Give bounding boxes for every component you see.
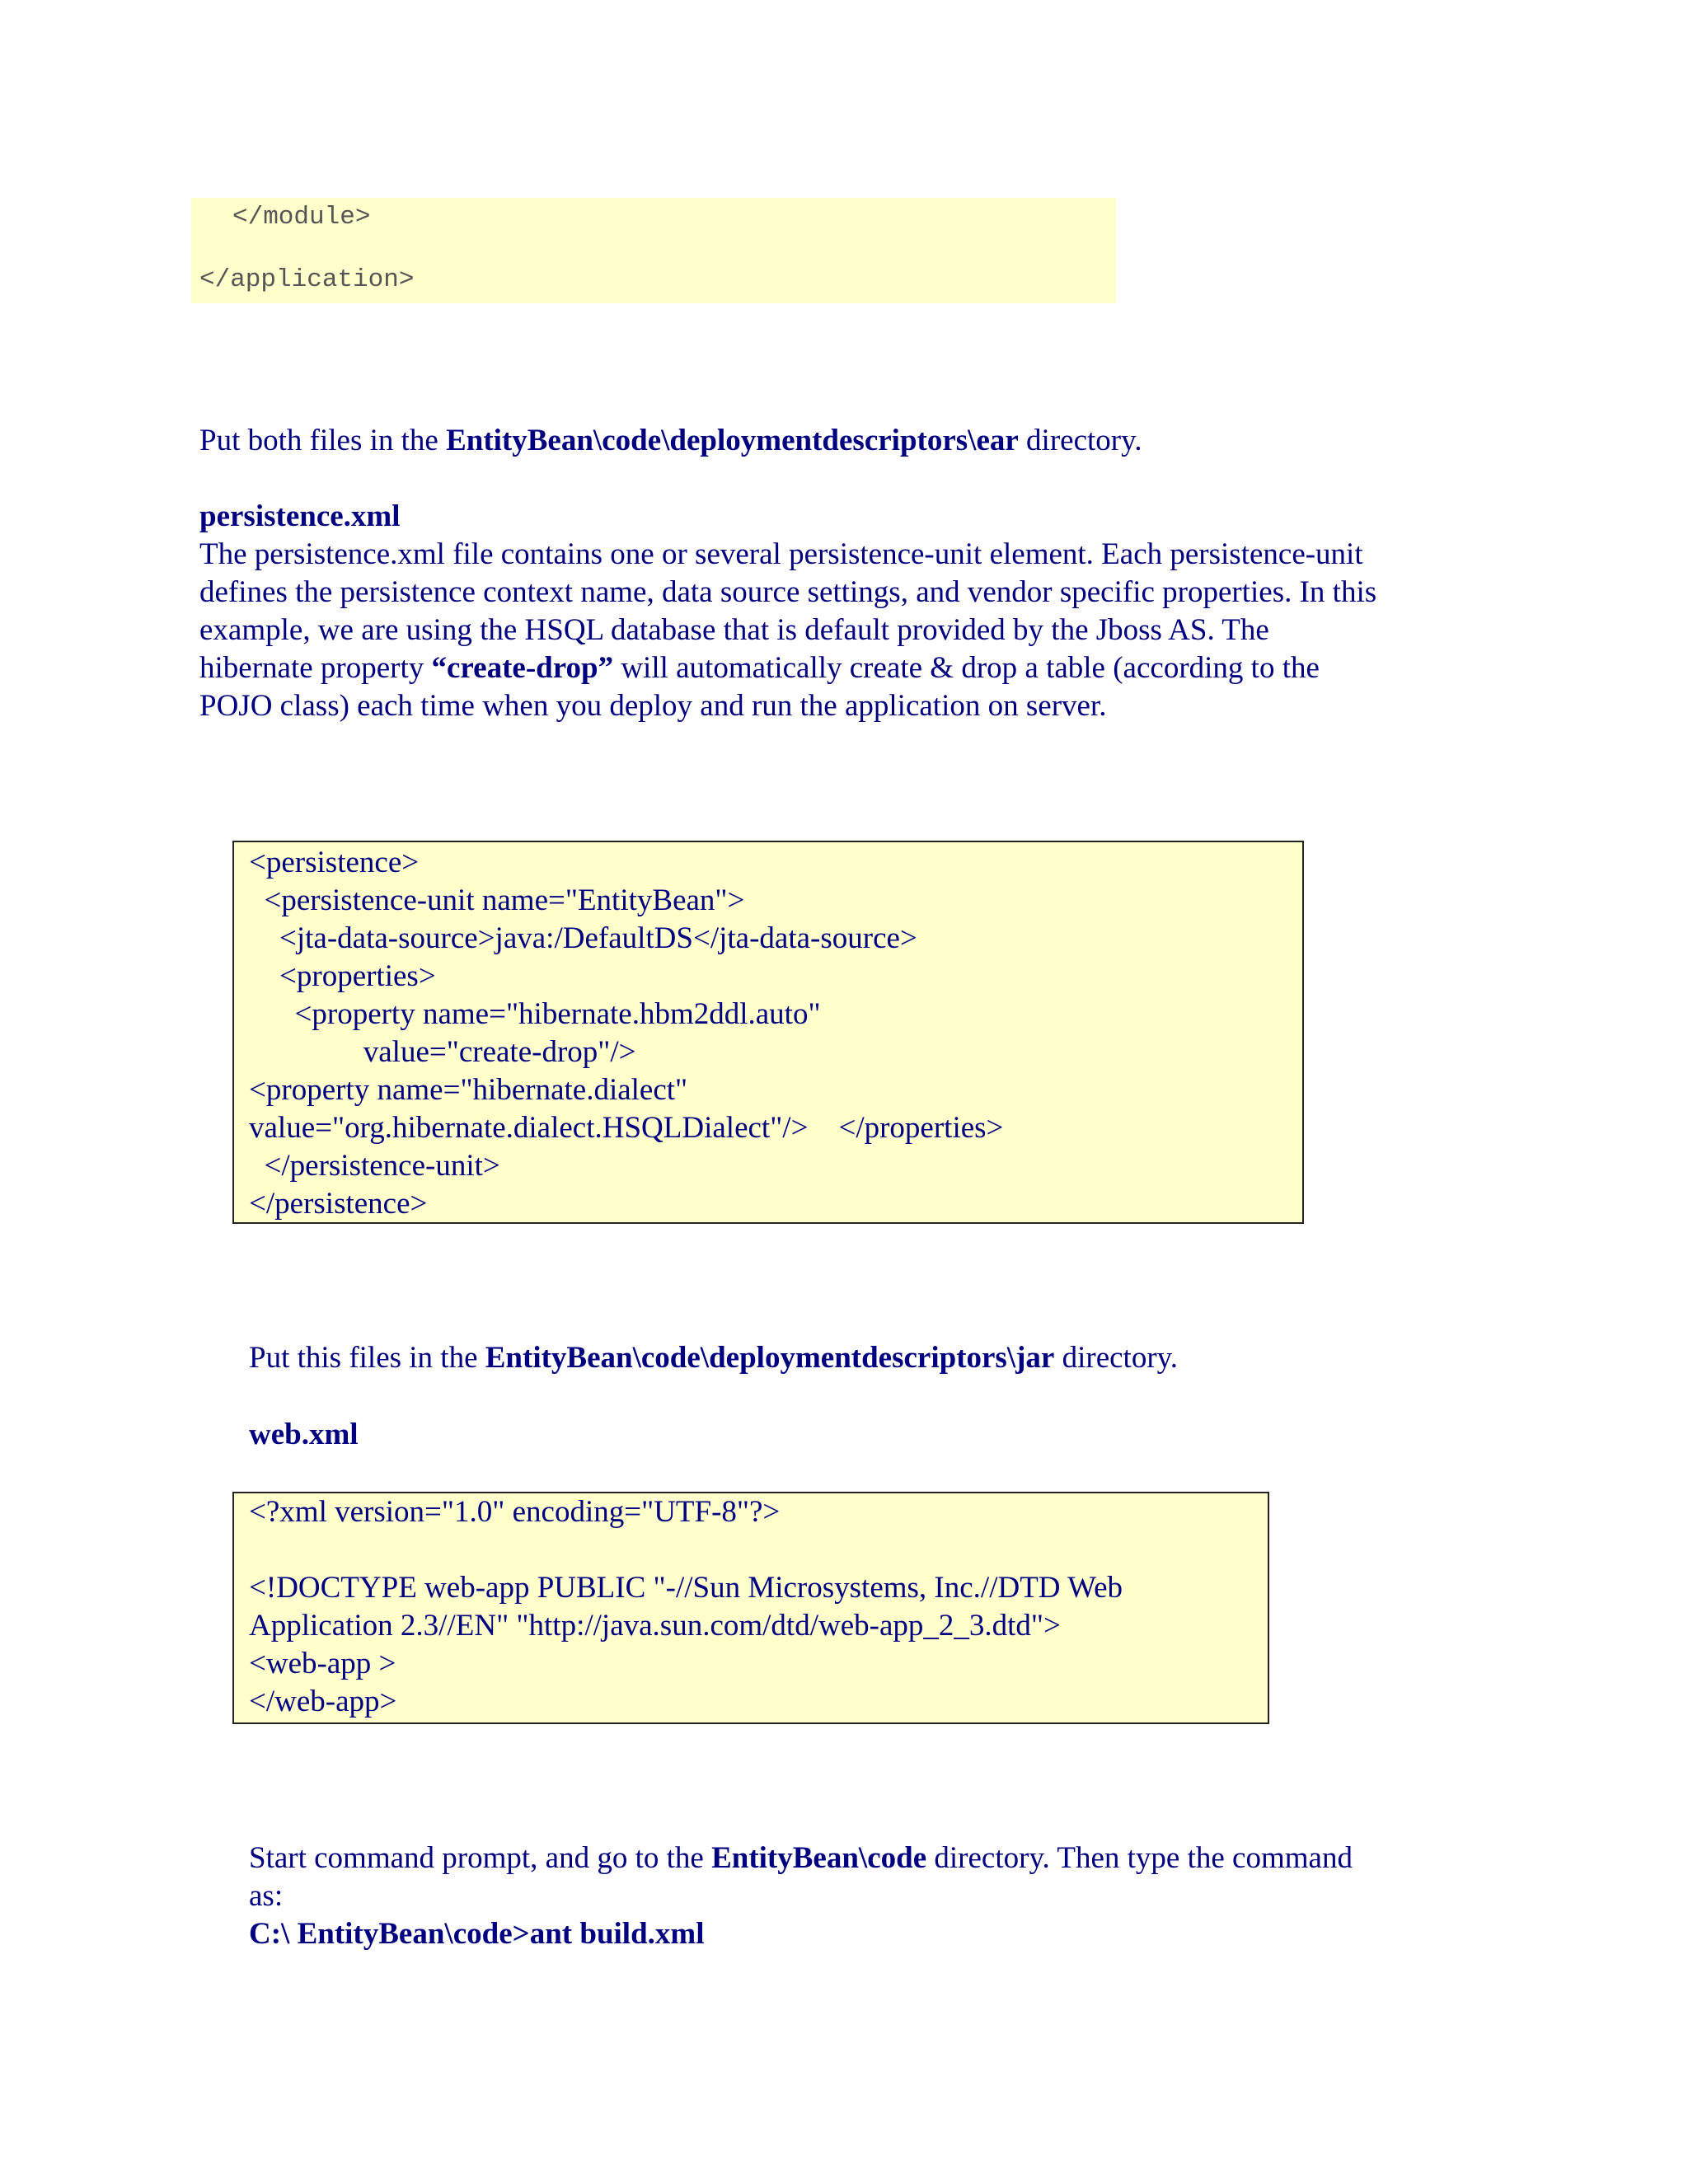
code-line: <web-app > <box>249 1647 396 1680</box>
code-line: value="org.hibernate.dialect.HSQLDialect"/> </properties> <box>249 1111 1004 1145</box>
code-line: </persistence-unit> <box>249 1149 500 1183</box>
code-line: <property name="hibernate.hbm2ddl.auto" <box>249 997 821 1031</box>
ant-build-command: C:\ EntityBean\code>ant build.xml <box>249 1917 705 1951</box>
code-line: </web-app> <box>249 1685 397 1718</box>
command-instruction: Start command prompt, and go to the EntityBean\code directory. Then type the command as: C:\ EntityBean\code>ant build.xml <box>249 1840 1485 1953</box>
code-snippet-application-end <box>191 198 1116 303</box>
web-xml-heading: web.xml <box>249 1418 359 1451</box>
code-line: value="create-drop"/> <box>249 1035 636 1069</box>
instruction-jar-directory: Put this files in the EntityBean\code\deploymentdescriptors\jar directory. <box>249 1341 1179 1375</box>
code-line: Application 2.3//EN" "http://java.sun.com/dtd/web-app_2_3.dtd"> <box>249 1609 1061 1643</box>
code-line: <!DOCTYPE web-app PUBLIC "-//Sun Microsystems, Inc.//DTD Web <box>249 1571 1123 1605</box>
code-line: <persistence> <box>249 846 420 879</box>
persistence-xml-code-box <box>232 841 1304 1224</box>
code-line: </persistence> <box>249 1187 428 1221</box>
code-line-application-close: </application> <box>199 265 415 294</box>
persistence-xml-heading: persistence.xml <box>199 499 401 533</box>
ear-directory-path: EntityBean\code\deploymentdescriptors\ear <box>446 424 1019 457</box>
code-line: <persistence-unit name="EntityBean"> <box>249 883 745 917</box>
create-drop-term: “create-drop” <box>431 651 614 685</box>
code-directory-path: EntityBean\code <box>711 1841 927 1875</box>
instruction-ear-directory: Put both files in the EntityBean\code\deploymentdescriptors\ear directory. <box>199 424 1142 457</box>
code-line: <properties> <box>249 959 436 993</box>
jar-directory-path: EntityBean\code\deploymentdescriptors\jar <box>485 1341 1055 1375</box>
persistence-description: The persistence.xml file contains one or several persistence-unit element. Each persistence-unit defines the persistence context name, data source settings, and vendor specific properties. In this example, we are using the HSQL database that is default provided by the Jboss AS. The hibernate property “create-drop” will automatically create & drop a table (according to the POJO class) each time when you deploy and run the application on server. <box>199 537 1377 723</box>
web-xml-code-box <box>232 1492 1269 1724</box>
code-line: <property name="hibernate.dialect" <box>249 1073 688 1107</box>
code-line-module-close: </module> <box>232 203 371 232</box>
code-line: <jta-data-source>java:/DefaultDS</jta-data-source> <box>249 921 917 955</box>
code-line: <?xml version="1.0" encoding="UTF-8"?> <box>249 1495 781 1529</box>
